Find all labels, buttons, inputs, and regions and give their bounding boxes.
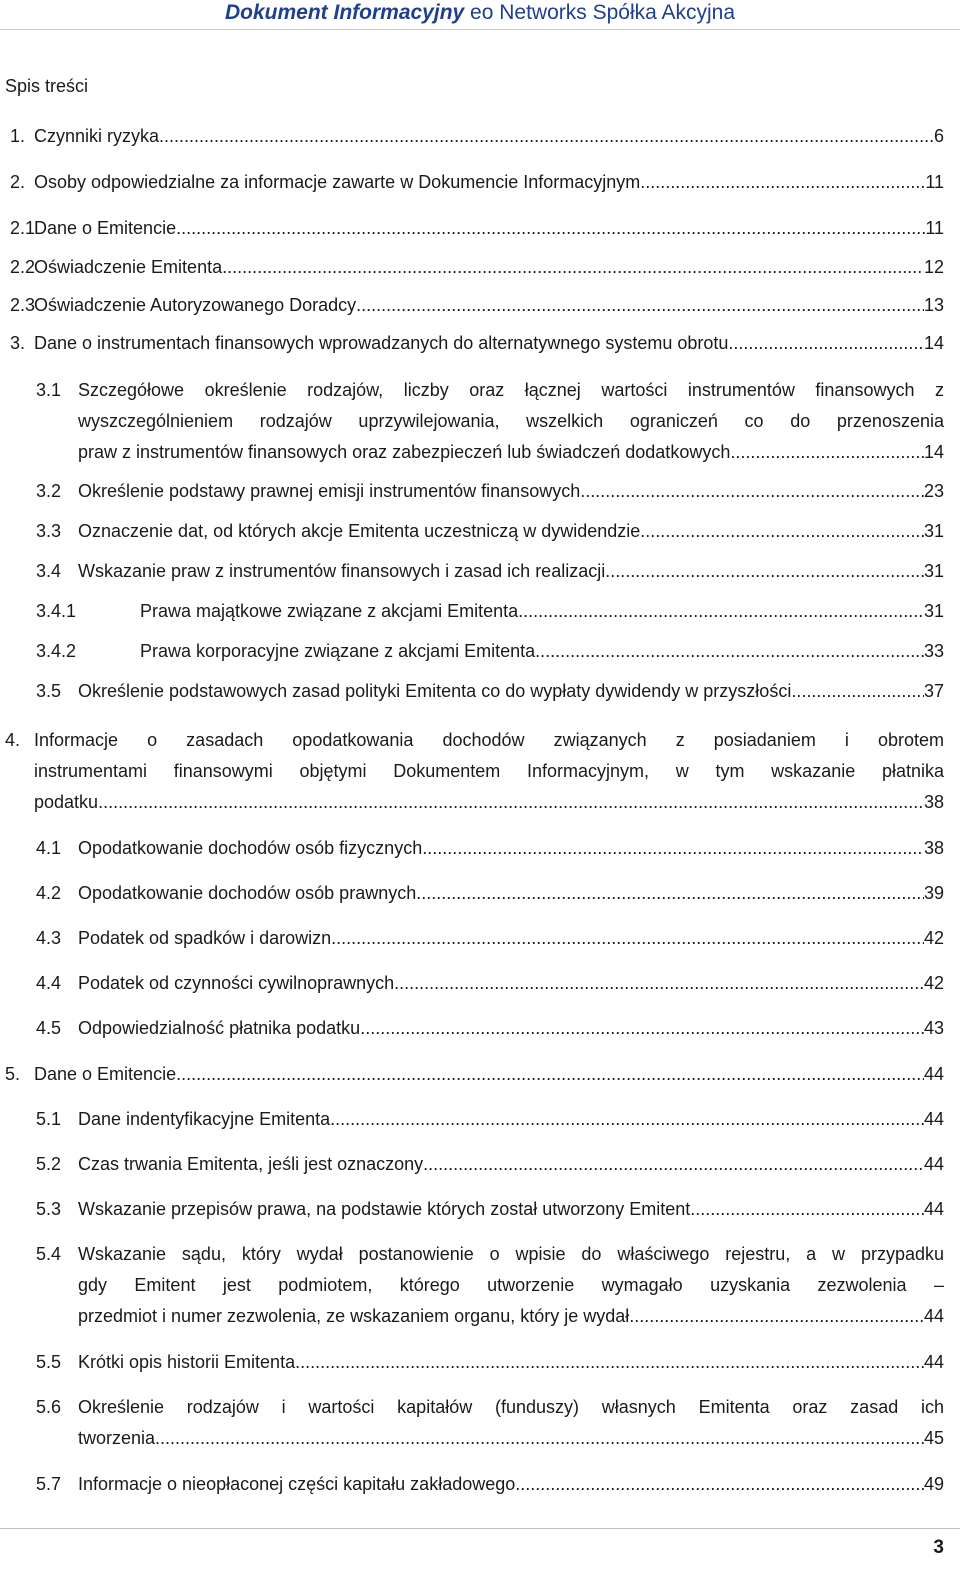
toc-entry-text: Dane o Emitencie <box>34 218 177 238</box>
toc-entry-page: 44 <box>923 1306 944 1326</box>
toc-entry-number: 5.3 <box>36 1199 62 1219</box>
toc-entry-text: Informacje o nieopłaconej części kapitału zakładowego <box>78 1474 516 1494</box>
toc-entry-number: 4.3 <box>36 928 62 948</box>
toc-entry-page: 11 <box>925 218 944 238</box>
toc-entry-text: Dane indentyfikacyjne Emitenta <box>78 1109 331 1129</box>
toc-entry-page: 38 <box>923 792 944 812</box>
toc-entry-page: 31 <box>923 601 944 621</box>
toc-entry-number: 2.3 <box>10 295 36 315</box>
toc-entry-page: 38 <box>923 838 944 858</box>
dot-leader <box>98 787 924 818</box>
toc-entry-page: 37 <box>923 681 944 701</box>
toc-entry-page: 42 <box>923 973 944 993</box>
toc-entry-text: instrumentami finansowymi objętymi Dokumentem Informacyjnym, w tym wskazanie płatnika <box>34 761 944 781</box>
dot-leader <box>356 290 924 321</box>
toc-entry-page: 11 <box>925 172 944 192</box>
toc-entry-number: 3.4.1 <box>36 601 77 621</box>
dot-leader <box>416 878 924 909</box>
dot-leader <box>155 1423 924 1454</box>
toc-entry-text: podatku <box>34 792 99 812</box>
header-title: Dokument Informacyjny <box>224 1 465 24</box>
toc-entry-number: 5. <box>5 1064 21 1084</box>
toc-entry-page: 44 <box>923 1154 944 1174</box>
toc-entry-text: Prawa korporacyjne związane z akcjami Emitenta <box>140 641 536 661</box>
toc-entry-number: 5.1 <box>36 1109 62 1129</box>
toc-entry-page: 45 <box>923 1428 944 1448</box>
toc-entry-text: tworzenia <box>78 1428 156 1448</box>
toc-entry-page: 49 <box>923 1474 944 1494</box>
toc-entry-number: 4.2 <box>36 883 62 903</box>
toc-entry-number: 2. <box>10 172 26 192</box>
toc-entry-page: 6 <box>933 126 944 146</box>
toc-entry-page: 23 <box>923 481 944 501</box>
toc-entry-number: 3.5 <box>36 681 62 701</box>
header-company: eo Networks Spółka Akcyjna <box>464 1 735 24</box>
dot-leader <box>535 636 924 667</box>
toc-entry-number: 2.2 <box>10 257 36 277</box>
toc-entry-text: Określenie podstawowych zasad polityki Emitenta co do wypłaty dywidendy w przyszłości <box>78 681 792 701</box>
toc-entry-text: Wskazanie przepisów prawa, na podstawie których został utworzony Emitent <box>78 1199 691 1219</box>
footer-divider <box>0 1528 960 1529</box>
toc-entry-page: 31 <box>923 521 944 541</box>
toc-entry-text: Odpowiedzialność płatnika podatku <box>78 1018 361 1038</box>
header-divider <box>0 29 960 30</box>
toc-entry-number: 3.2 <box>36 481 62 501</box>
toc-entry-number: 5.2 <box>36 1154 62 1174</box>
toc-entry-text: Szczegółowe określenie rodzajów, liczby oraz łącznej wartości instrumentów finansowych z <box>78 380 944 400</box>
toc-entry-number: 3.4.2 <box>36 641 77 661</box>
toc-entry-page: 44 <box>923 1352 944 1372</box>
dot-leader <box>730 437 924 468</box>
toc-entry-page: 31 <box>923 561 944 581</box>
toc-entry-page: 42 <box>923 928 944 948</box>
toc-entry-text: Czas trwania Emitenta, jeśli jest oznaczony <box>78 1154 424 1174</box>
dot-leader <box>580 476 924 507</box>
toc-entry-number: 1. <box>10 126 26 146</box>
dot-leader <box>728 328 924 359</box>
toc-entry-page: 43 <box>923 1018 944 1038</box>
toc-entry-page: 13 <box>923 295 944 315</box>
toc-entry-text: Dane o instrumentach finansowych wprowadzanych do alternatywnego systemu obrotu <box>34 333 729 353</box>
toc-entry-page: 44 <box>923 1199 944 1219</box>
toc-entry-number: 4.1 <box>36 838 62 858</box>
toc-entry-text: praw z instrumentów finansowych oraz zabezpieczeń lub świadczeń dodatkowych <box>78 442 731 462</box>
toc-entry-text: Czynniki ryzyka <box>34 126 160 146</box>
dot-leader <box>331 923 924 954</box>
toc-entry-number: 2.1 <box>10 218 36 238</box>
page-number: 3 <box>933 1537 944 1558</box>
toc-entry-text: Podatek od spadków i darowizn <box>78 928 332 948</box>
dot-leader <box>515 1469 924 1500</box>
dot-leader <box>610 556 924 587</box>
dot-leader <box>222 252 924 283</box>
toc-entry-text: Opodatkowanie dochodów osób prawnych <box>78 883 417 903</box>
toc-entry-text: wyszczególnieniem rodzajów uprzywilejowania, wszelkich ograniczeń co do przenoszenia <box>78 411 944 431</box>
toc-entry-number: 3.4 <box>36 561 62 581</box>
toc-entry-text: Opodatkowanie dochodów osób fizycznych <box>78 838 423 858</box>
toc-title: Spis treści <box>5 76 89 96</box>
dot-leader <box>394 968 924 999</box>
toc-entry-page: 14 <box>923 442 944 462</box>
toc-entry-text: przedmiot i numer zezwolenia, ze wskazaniem organu, który je wydał <box>78 1306 630 1326</box>
dot-leader <box>422 833 924 864</box>
toc-entry-number: 4. <box>5 730 21 750</box>
dot-leader <box>159 121 934 152</box>
toc-entry-number: 4.5 <box>36 1018 62 1038</box>
toc-entry-text: Wskazanie sądu, który wydał postanowienie o wpisie do właściwego rejestru, a w przypadku <box>78 1244 944 1264</box>
toc-entry-text: Informacje o zasadach opodatkowania dochodów związanych z posiadaniem i obrotem <box>34 730 944 750</box>
dot-leader <box>295 1347 924 1378</box>
toc-entry-text: Prawa majątkowe związane z akcjami Emitenta <box>140 601 519 621</box>
dot-leader <box>176 213 925 244</box>
toc-entry-text: Określenie podstawy prawnej emisji instrumentów finansowych <box>78 481 581 501</box>
toc-entry-page: 33 <box>923 641 944 661</box>
toc-entry-text: gdy Emitent jest podmiotem, którego utworzenie wymagało uzyskania zezwolenia – <box>78 1275 944 1295</box>
toc-entry-text: Podatek od czynności cywilnoprawnych <box>78 973 395 993</box>
toc-entry-text: Oświadczenie Autoryzowanego Doradcy <box>34 295 357 315</box>
dot-leader <box>690 1194 924 1225</box>
toc-entry-page: 14 <box>923 333 944 353</box>
toc-entry-page: 39 <box>923 883 944 903</box>
toc-entry-text: Krótki opis historii Emitenta <box>78 1352 296 1372</box>
dot-leader <box>518 596 924 627</box>
toc-entry-number: 5.5 <box>36 1352 62 1372</box>
toc-entry-text: Oświadczenie Emitenta <box>34 257 223 277</box>
dot-leader <box>791 676 924 707</box>
toc-entry-page: 44 <box>923 1109 944 1129</box>
toc-entry-page: 44 <box>923 1064 944 1084</box>
toc-entry-text: Określenie rodzajów i wartości kapitałów (funduszy) własnych Emitenta oraz zasad ich <box>78 1397 944 1417</box>
toc-entry-text: Oznaczenie dat, od których akcje Emitenta uczestniczą w dywidendzie <box>78 521 641 541</box>
document-header <box>0 0 960 30</box>
toc-entry-number: 5.4 <box>36 1244 62 1264</box>
dot-leader <box>640 516 924 547</box>
dot-leader <box>629 1301 924 1332</box>
dot-leader <box>330 1104 924 1135</box>
dot-leader <box>176 1059 924 1090</box>
dot-leader <box>640 167 925 198</box>
toc-entry-page: 12 <box>923 257 944 277</box>
toc-entry-number: 5.6 <box>36 1397 62 1417</box>
toc-entry-text: Dane o Emitencie <box>34 1064 177 1084</box>
toc-entry-number: 5.7 <box>36 1474 62 1494</box>
dot-leader <box>360 1013 924 1044</box>
toc-entry-number: 4.4 <box>36 973 62 993</box>
toc-entry-number: 3. <box>10 333 26 353</box>
toc-entry-number: 3.1 <box>36 380 62 400</box>
toc-entry-number: 3.3 <box>36 521 62 541</box>
toc-entry-text: Osoby odpowiedzialne za informacje zawarte w Dokumencie Informacyjnym <box>34 172 641 192</box>
toc-entry-text: Wskazanie praw z instrumentów finansowych i zasad ich realizacji. <box>78 561 611 581</box>
dot-leader <box>423 1149 924 1180</box>
